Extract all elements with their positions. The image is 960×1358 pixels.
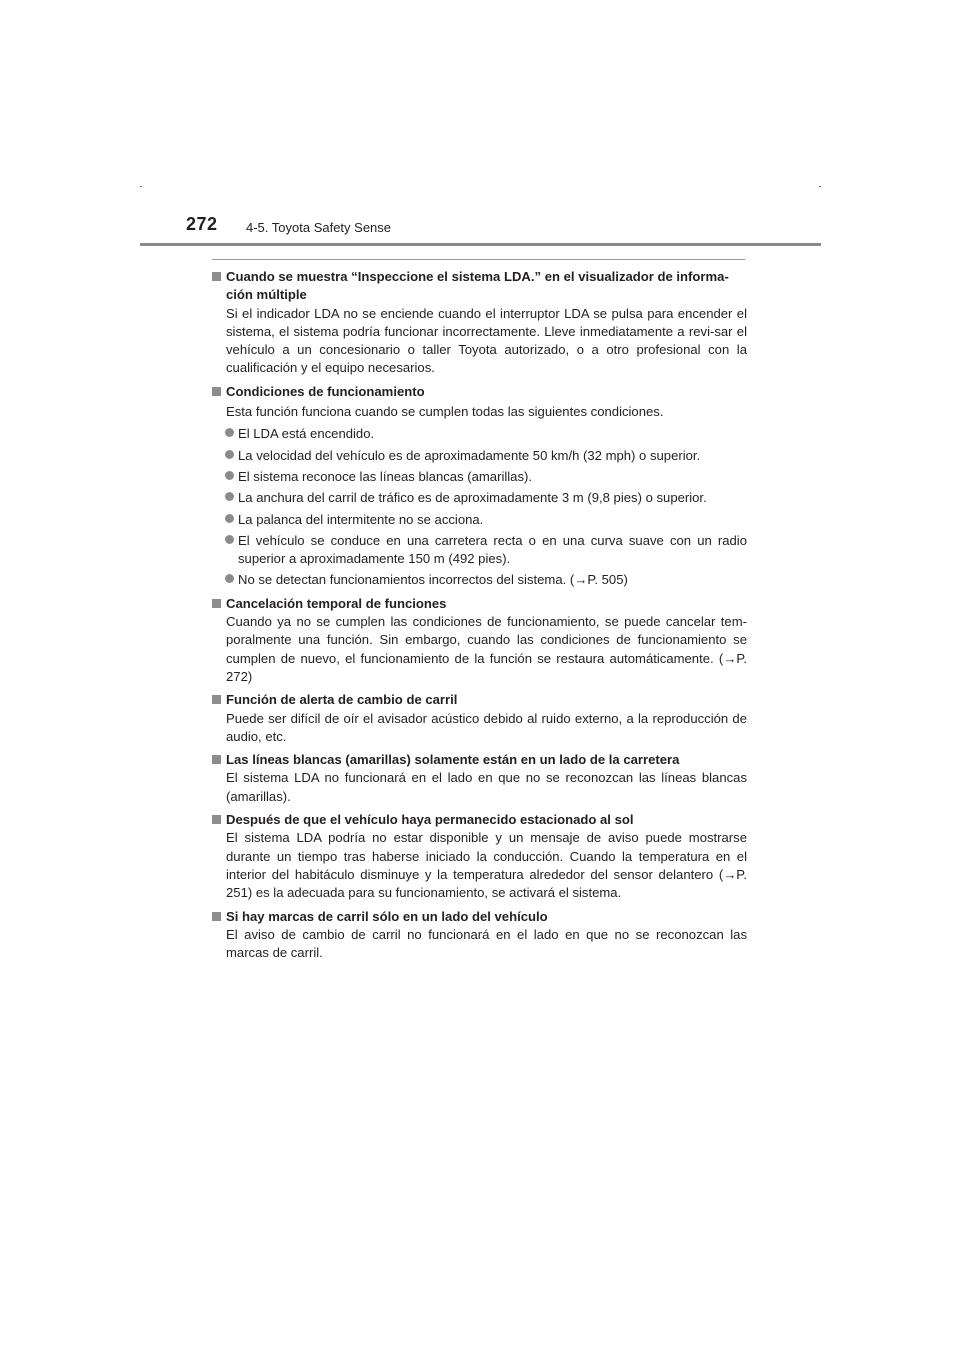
square-bullet-icon — [212, 912, 221, 921]
list-item-text: El LDA está encendido. — [238, 426, 375, 442]
section-heading — [212, 908, 747, 926]
heading-text: Cuando se muestra “Inspeccione el sistema LDA.” en el visualizador de informa-ción múltiple — [226, 269, 729, 303]
paragraph: Esta función funciona cuando se cumplen todas las siguientes condiciones. — [226, 404, 664, 420]
section-heading — [212, 383, 747, 401]
header-divider — [140, 243, 821, 246]
heading-text: Si hay marcas de carril sólo en un lado del vehículo — [226, 908, 548, 924]
square-bullet-icon — [212, 599, 221, 608]
paragraph: Si el indicador LDA no se enciende cuando el interruptor LDA se pulsa para encender el sistema, el sistema podría funcionar incorrectamente. Lleve inmediatamente a revi-sar el vehículo a un concesionario o taller Toyota autorizado, o a otro profesional con la cualificación y el equipo necesarios. — [226, 305, 747, 376]
page-number: 272 — [186, 214, 218, 234]
section-heading — [212, 268, 747, 305]
round-bullet-icon — [225, 574, 234, 583]
heading-text: Después de que el vehículo haya permanecido estacionado al sol — [226, 812, 634, 828]
list-item-text: La palanca del intermitente no se acciona. — [238, 511, 484, 527]
round-bullet-icon — [225, 428, 234, 437]
round-bullet-icon — [225, 450, 234, 459]
list-item — [212, 468, 747, 486]
list-item — [212, 571, 747, 589]
round-bullet-icon — [225, 492, 234, 501]
heading-text: Condiciones de funcionamiento — [226, 383, 425, 399]
square-bullet-icon — [212, 695, 221, 704]
list-item — [212, 447, 747, 465]
section-title: 4-5. Toyota Safety Sense — [246, 220, 392, 235]
heading-text: Cancelación temporal de funciones — [226, 595, 447, 611]
paragraph: Cuando ya no se cumplen las condiciones de funcionamiento, se puede cancelar tem-poralmente una función. Sin embargo, cuando las condiciones de funcionamiento se cumplen de nuevo, el funcionamiento de la función se restaura automáticamente. (→P. 272) — [226, 614, 747, 684]
list-item-text: La anchura del carril de tráfico es de aproximadamente 3 m (9,8 pies) o superior. — [238, 490, 707, 506]
paragraph: El aviso de cambio de carril no funcionará en el lado en que no se reconozcan las marcas de carril. — [226, 926, 747, 961]
section-heading — [212, 751, 747, 769]
heading-text: Las líneas blancas (amarillas) solamente están en un lado de la carretera — [226, 752, 680, 768]
section-heading — [212, 691, 747, 709]
crop-mark-left — [140, 186, 142, 187]
square-bullet-icon — [212, 387, 221, 396]
paragraph: El sistema LDA no funcionará en el lado en que no se reconozcan las líneas blancas (amarillas). — [226, 770, 747, 804]
section-heading — [212, 811, 747, 829]
page-content — [212, 268, 747, 962]
square-bullet-icon — [212, 815, 221, 824]
section-heading — [212, 595, 747, 613]
round-bullet-icon — [225, 471, 234, 480]
paragraph: Puede ser difícil de oír el avisador acústico debido al ruido externo, a la reproducción de audio, etc. — [226, 710, 747, 744]
list-item — [212, 532, 747, 569]
list-item-text: No se detectan funcionamientos incorrectos del sistema. (→P. 505) — [238, 572, 628, 588]
crop-mark-right — [819, 186, 821, 187]
list-item-text: La velocidad del vehículo es de aproximadamente 50 km/h (32 mph) o superior. — [238, 447, 701, 463]
round-bullet-icon — [225, 514, 234, 523]
list-item — [212, 511, 747, 529]
square-bullet-icon — [212, 755, 221, 764]
heading-text: Función de alerta de cambio de carril — [226, 692, 458, 708]
list-item — [212, 425, 747, 443]
paragraph: El sistema LDA podría no estar disponible y un mensaje de aviso puede mostrarse durante un tiempo tras haberse iniciado la conducción. Cuando la temperatura en el interior del habitáculo disminuye y la temperatura alrededor del sensor delantero (→P. 251) es la adecuada para su funcionamiento, se activará el sistema. — [226, 830, 747, 901]
content-divider — [212, 259, 745, 260]
square-bullet-icon — [212, 272, 221, 281]
list-item-text: El vehículo se conduce en una carretera recta o en una curva suave con un radio superior a aproximadamente 150 m (492 pies). — [238, 532, 747, 567]
round-bullet-icon — [225, 535, 234, 544]
list-item — [212, 489, 747, 507]
list-item-text: El sistema reconoce las líneas blancas (amarillas). — [238, 468, 533, 484]
